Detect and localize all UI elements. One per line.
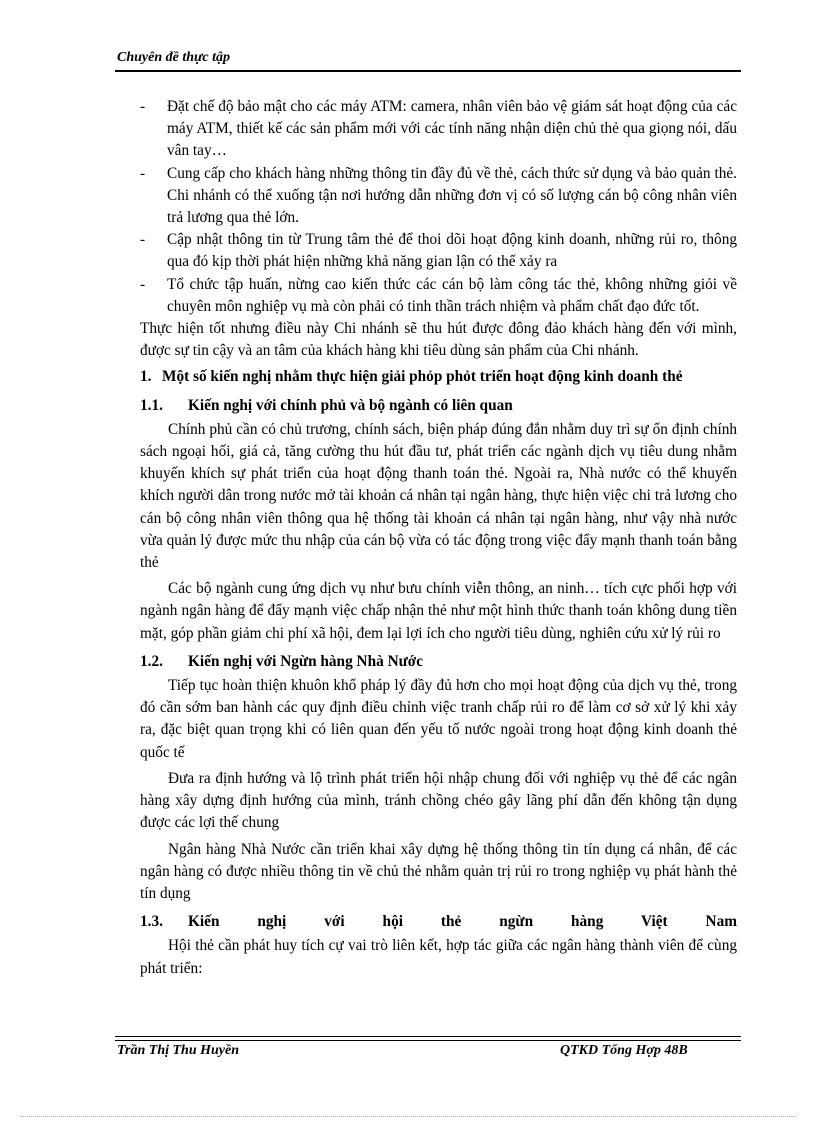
- bullet-dash: -: [140, 275, 146, 293]
- footer-divider: [115, 1036, 741, 1041]
- list-item: [140, 163, 737, 230]
- intro-paragraph: Thực hiện tốt nhưng điều này Chi nhánh sẽ thu hút được đông đảo khách hàng đến với mình, được sự tin cậy và an tâm của khách hàng khi tiêu dùng sản phẩm của Chi nhánh.: [140, 320, 737, 360]
- list-item: [140, 274, 737, 318]
- section-1-heading: [140, 366, 737, 388]
- list-item: [140, 229, 737, 273]
- bullet-text: Đặt chế độ bảo mật cho các máy ATM: camera, nhân viên bảo vệ giám sát hoạt động của các máy ATM, thiết kế các sản phẩm mới với các tính năng nhận diện chủ thẻ qua giọng nói, dấu vân tay…: [167, 98, 737, 160]
- bullet-text: Cập nhật thông tin từ Trung tâm thẻ để thoi dõi hoạt động kinh doanh, những rủi ro, thông qua đó kịp thời phát hiện những khả năng gian lận có thể xảy ra: [167, 231, 737, 271]
- bullet-dash: -: [140, 98, 146, 115]
- page-header-title: Chuyên đề thực tập: [117, 50, 231, 65]
- section-number: 1.: [140, 368, 152, 386]
- section-title: Kiến nghị với Ngừn hàng Nhà Nước: [188, 652, 424, 670]
- body-paragraph: Các bộ ngành cung ứng dịch vụ như bưu chính viễn thông, an ninh… tích cực phối hợp với ngành ngân hàng để đẩy mạnh việc chấp nhận thẻ như một hình thức thanh toán không dung tiền mặt, góp phần giảm chi phí xã hội, đem lại lợi ích cho người tiêu dùng, nghiên cứu xử lý rủi ro: [140, 580, 737, 642]
- page-edge-dotted-line: [20, 1116, 796, 1117]
- bullet-dash: -: [140, 231, 146, 249]
- bullet-text: Cung cấp cho khách hàng những thông tin đầy đủ về thẻ, cách thức sử dụng và bảo quản thẻ. Chi nhánh có thể xuống tận nơi hướng dẫn những đơn vị có số lượng cán bộ công nhân viên trả lương qua thẻ lớn.: [167, 164, 737, 227]
- body-paragraph: Chính phủ cần có chủ trương, chính sách, biện pháp đúng đắn nhằm duy trì sự ổn định chính sách ngoại hối, giá cả, tăng cường thu hút đầu tư, phát triển các ngành dịch vụ tiêu dung nhằm khuyến khích sự phát triển của hoạt động thanh toán thẻ. Ngoài ra, Nhà nước có thể khuyến khích người dân trong nước mở tài khoản cá nhân tại ngân hàng, thực hiện việc chi trả lương cho cán bộ công nhân viên thông qua hệ thống tài khoản cá nhân tại ngân hàng, như vậy nhà nước vừa quản lý được mức thu nhập của cán bộ vừa có tác động trong việc đẩy mạnh thanh toán bằng thẻ: [140, 420, 737, 572]
- section-1-2-heading: [140, 651, 737, 673]
- document-body: [140, 96, 737, 980]
- section-title: Kiến nghị với chính phủ và bộ ngành có liên quan: [188, 396, 513, 414]
- bullet-list: [140, 96, 737, 318]
- body-paragraph: Tiếp tục hoàn thiện khuôn khổ pháp lý đầy đủ hơn cho mọi hoạt động của dịch vụ thẻ, trong đó cần sớm ban hành các quy định điều chỉnh việc tranh chấp rủi ro để làm cơ sở xử lý khi xảy ra, đặc biệt quan trọng khi có liên quan đến yếu tố nước ngoài trong hoạt động kinh doanh thẻ quốc tế: [140, 677, 737, 761]
- section-1-3-heading: [140, 911, 737, 933]
- section-title: Một số kiến nghị nhằm thực hiện giải phỏp phỏt triển hoạt động kinh doanh thẻ: [162, 368, 683, 386]
- body-paragraph: Hội thẻ cần phát huy tích cự vai trò liên kết, hợp tác giữa các ngân hàng thành viên để cùng phát triển:: [140, 937, 737, 977]
- section-number: 1.3.: [140, 913, 163, 931]
- footer-author: Trần Thị Thu Huyền: [117, 1043, 240, 1058]
- bullet-dash: -: [140, 164, 146, 182]
- header-divider: [115, 70, 741, 72]
- body-paragraph: Đưa ra định hướng và lộ trình phát triển hội nhập chung đối với nghiệp vụ thẻ để các ngân hàng xây dựng định hướng của mình, tránh chồng chéo gây lãng phí dẫn đến không tận dụng được các lợi thế chung: [140, 769, 737, 832]
- section-number: 1.1.: [140, 396, 163, 414]
- body-paragraph: Ngân hàng Nhà Nước cần triển khai xây dựng hệ thống thông tin tín dụng cá nhân, để các ngân hàng có được nhiều thông tin về chủ thẻ nhằm quản trị rủi ro trong nghiệp vụ phát hành thẻ tín dụng: [140, 840, 737, 902]
- section-1-1-heading: [140, 395, 737, 417]
- section-title: Kiến nghị với hội thẻ ngừn hàng Việt Nam: [188, 913, 737, 931]
- list-item: [140, 96, 737, 163]
- section-number: 1.2.: [140, 652, 163, 670]
- bullet-text: Tổ chức tập huấn, nừng cao kiến thức các cán bộ làm công tác thẻ, không những giỏi về chuyên môn nghiệp vụ mà còn phải có tinh thần trách nhiệm và phẩm chất đạo đức tốt.: [167, 275, 737, 315]
- footer-class: QTKD Tổng Hợp 48B: [560, 1043, 688, 1058]
